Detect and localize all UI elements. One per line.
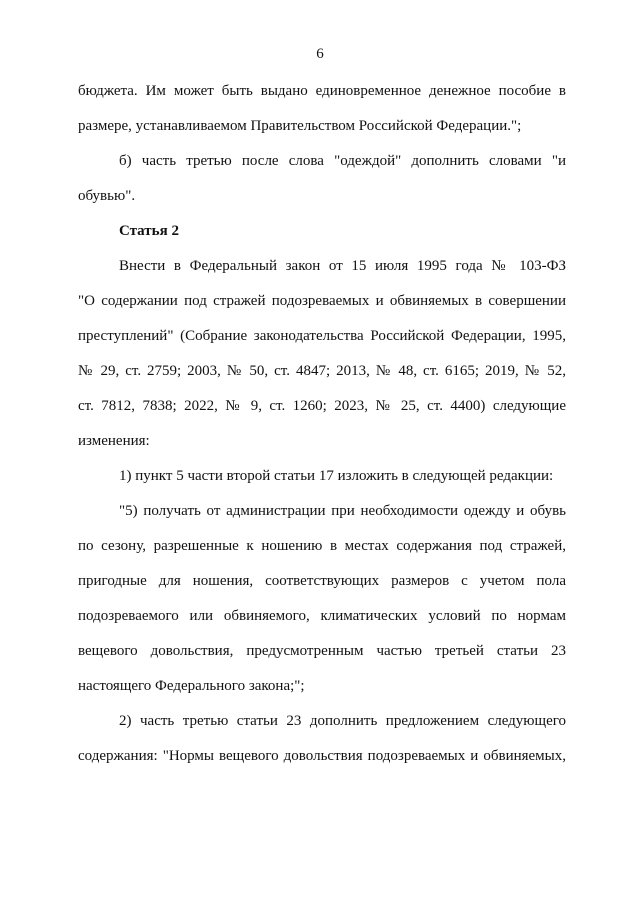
text-line: бюджета. Им может быть выдано единовременное денежное пособие в <box>78 83 566 99</box>
text-line: обувью". <box>78 188 136 204</box>
text-line: "О содержании под стражей подозреваемых и обвиняемых в совершении <box>78 293 566 309</box>
text-line: 1) пункт 5 части второй статьи 17 изложить в следующей редакции: <box>119 468 554 484</box>
text-line: изменения: <box>78 433 150 449</box>
text-line: размере, устанавливаемом Правительством Российской Федерации."; <box>78 118 522 134</box>
text-line: б) часть третью после слова "одеждой" дополнить словами "и <box>119 153 566 169</box>
text-line: № 29, ст. 2759; 2003, № 50, ст. 4847; 2013, № 48, ст. 6165; 2019, № 52, <box>78 363 566 379</box>
text-line: преступлений" (Собрание законодательства Российской Федерации, 1995, <box>78 328 566 344</box>
text-line: ст. 7812, 7838; 2022, № 9, ст. 1260; 2023, № 25, ст. 4400) следующие <box>78 398 566 414</box>
text-line: содержания: "Нормы вещевого довольствия подозреваемых и обвиняемых, <box>78 748 566 764</box>
document-body <box>78 82 566 766</box>
text-line: подозреваемого или обвиняемого, климатических условий по нормам <box>78 608 566 624</box>
text-line: пригодные для ношения, соответствующих размеров с учетом пола <box>78 573 566 589</box>
text-line: "5) получать от администрации при необходимости одежду и обувь <box>119 503 566 519</box>
page-number: 6 <box>316 46 324 62</box>
text-line: вещевого довольствия, предусмотренным частью третьей статьи 23 <box>78 643 566 659</box>
text-line: по сезону, разрешенные к ношению в местах содержания под стражей, <box>78 538 566 554</box>
article-heading: Статья 2 <box>119 223 179 239</box>
text-line: Внести в Федеральный закон от 15 июля 1995 года № 103-ФЗ <box>119 258 566 274</box>
text-line: настоящего Федерального закона;"; <box>78 678 305 694</box>
text-line: 2) часть третью статьи 23 дополнить предложением следующего <box>119 713 566 729</box>
